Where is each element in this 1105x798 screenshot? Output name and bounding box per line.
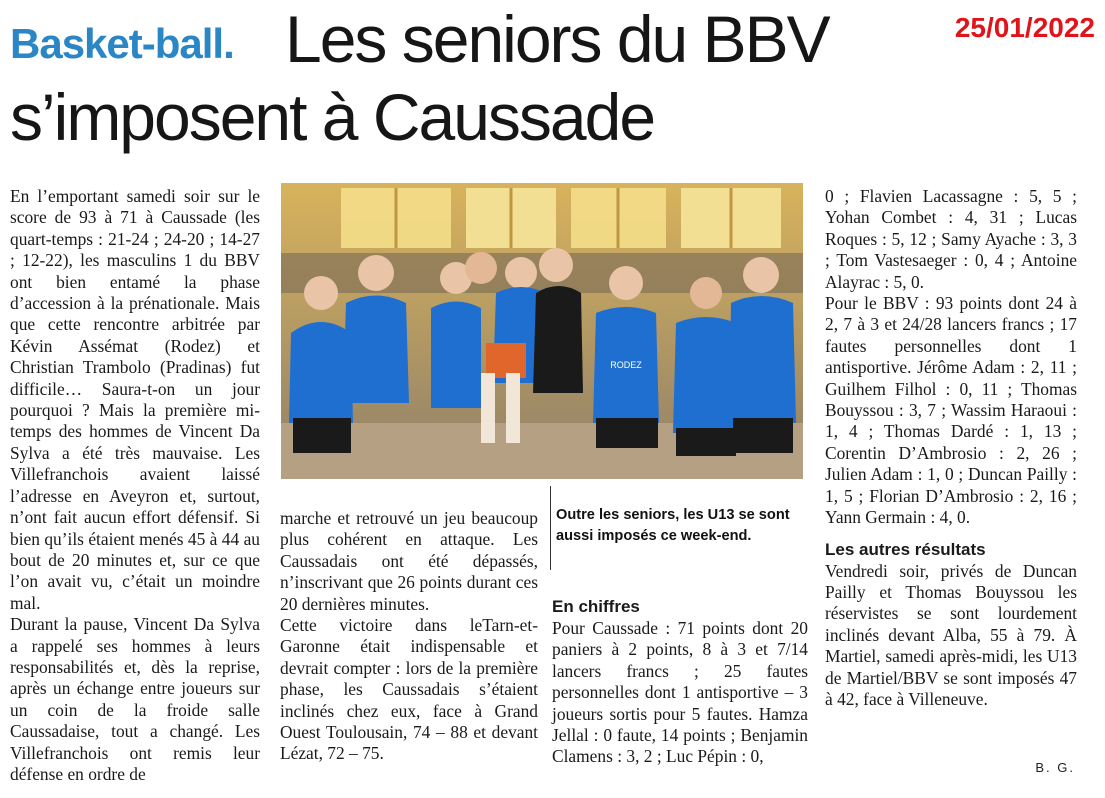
- paragraph: Cette victoire dans leTarn-et-Garonne était indispensable et devrait compter : lors de la première phase, les Caussadais s’étaient inclinés chez eux, face à Grand Ouest Toulousain, 74 – 88 et devant Lézat, 72 – 75.: [280, 615, 538, 764]
- paragraph: Pour Caussade : 71 points dont 20 paniers à 2 points, 8 à 3 et 7/14 lancers francs ; 25 fautes personnelles dont 1 antisportive – 3 joueurs sortis pour 5 fautes. Hamza Jellal : 0 faute, 14 points ; Benjamin Clamens : 3, 2 ; Luc Pépin : 0,: [552, 618, 808, 767]
- other-results-heading: Les autres résultats: [825, 539, 986, 559]
- author-signature: B. G.: [1035, 760, 1075, 775]
- caption-rule: [550, 486, 551, 570]
- paragraph: Pour le BBV : 93 points dont 24 à 2, 7 à 3 et 24/28 lancers francs ; 17 fautes personnelles dont 1 antisportive. Jérôme Adam : 2, 11 ; Guilhem Filhol : 0, 11 ; Thomas Bouyssou : 3, 7 ; Wassim Haraoui : 1, 4 ; Thomas Dardé : 1, 13 ; Corentin D’Ambrosio : 2, 26 ; Julien Adam : 1, 0 ; Duncan Pailly : 1, 5 ; Florian D’Ambrosio : 2, 16 ; Yann Germain : 4, 0.: [825, 293, 1077, 528]
- article-column-2: [280, 508, 538, 765]
- article-column-4: [825, 186, 1077, 710]
- photo-caption: Outre les seniors, les U13 se sont aussi imposés ce week-end.: [556, 507, 790, 544]
- team-photo: [281, 183, 803, 479]
- article-column-3: [552, 618, 808, 768]
- figures-heading: En chiffres: [552, 597, 640, 616]
- paragraph: Durant la pause, Vincent Da Sylva a rappelé ses hommes à leurs responsabilités et, dès la reprise, après un échange entre joueurs sur un coin de la froide salle Caussadaise, tout a changé. Les Villefranchois ont remis leur défense en ordre de: [10, 614, 260, 784]
- paragraph: 0 ; Flavien Lacassagne : 5, 5 ; Yohan Combet : 4, 31 ; Lucas Roques : 5, 12 ; Samy Ayache : 3, 3 ; Tom Vastesaeger : 0, 4 ; Antoine Alayrac : 5, 0.: [825, 186, 1077, 292]
- jersey-text: RODEZ: [610, 360, 642, 370]
- article-column-1: [10, 186, 260, 785]
- headline-line-1: Les seniors du BBV: [285, 2, 829, 76]
- paragraph: marche et retrouvé un jeu beaucoup plus cohérent en attaque. Les Caussadais ont été dépassés, n’inscrivant que 26 points durant ces 20 dernières minutes.: [280, 508, 538, 614]
- paragraph: Vendredi soir, privés de Duncan Pailly et Thomas Bouyssou les réservistes se sont lourdement inclinés devant Alba, 55 à 79. À Martiel, samedi après-midi, les U13 de Martiel/BBV se sont imposés 47 à 42, face à Villeneuve.: [825, 560, 1077, 709]
- publication-date: 25/01/2022: [954, 12, 1095, 43]
- section-kicker: Basket-ball.: [10, 20, 234, 67]
- headline-line-2: s’imposent à Caussade: [10, 80, 655, 154]
- paragraph: En l’emportant samedi soir sur le score de 93 à 71 à Caussade (les quart-temps : 21-24 ; 24-20 ; 14-27 ; 12-22), les masculins 1 du BBV ont bien entamé la phase d’accession à la prénationale. Mais que cette rencontre arbitrée par Kévin Assémat (Rodez) et Christian Trambolo (Pradinas) fut difficile… Saura-t-on un jour pourquoi ? Mais la première mi-temps des hommes de Vincent Da Sylva a été très mauvaise. Les Villefranchois avaient laissé l’adresse en Aveyron et, surtout, n’ont fait aucun effort défensif. Si bien qu’ils étaient menés 45 à 44 au bout de 20 minutes et, sur ce que l’on avait vu, c’était un moindre mal.: [10, 186, 260, 613]
- team-photo-illustration: [281, 183, 803, 479]
